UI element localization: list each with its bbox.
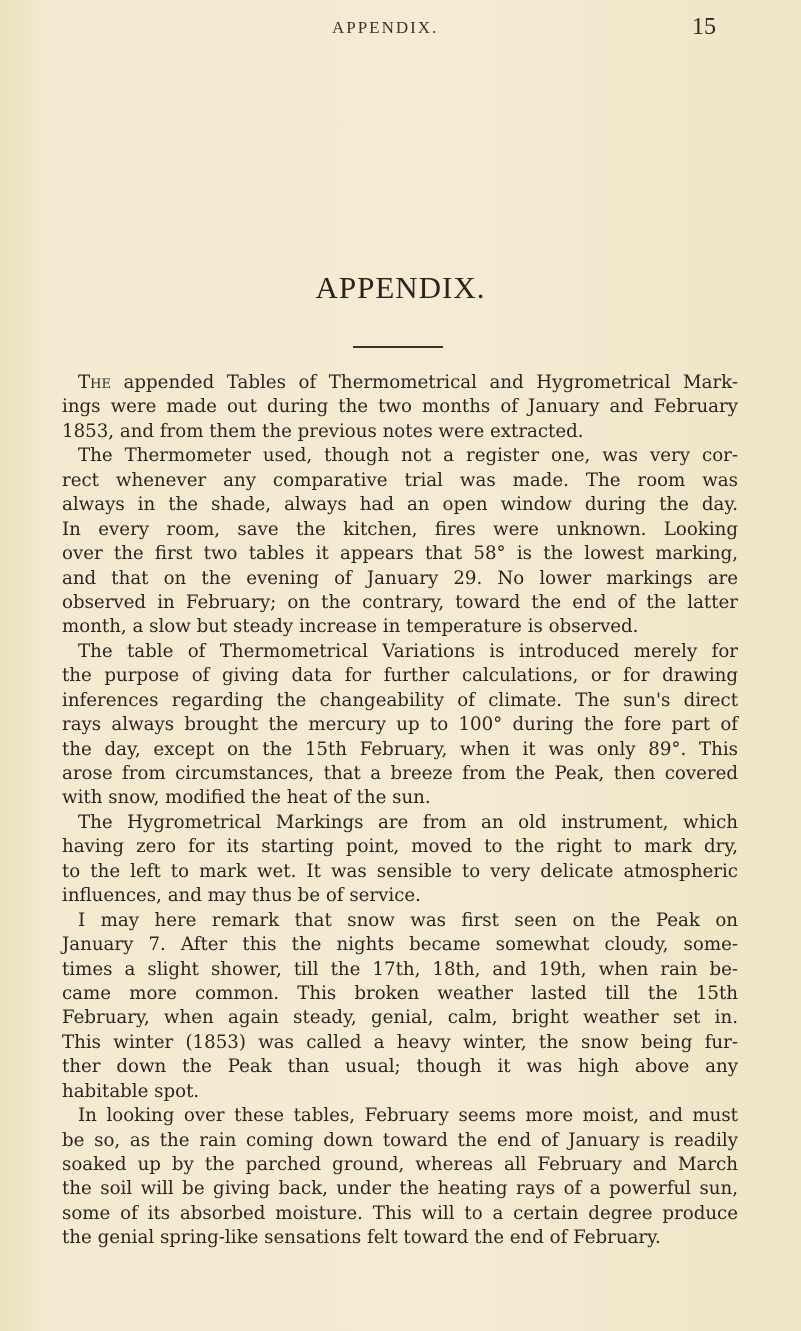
text-line: rays always brought the mercury up to 100° during the fore part of: [62, 714, 738, 736]
text-line: In looking over these tables, February seems more moist, and must: [78, 1105, 738, 1127]
text-line: came more common. This broken weather lasted till the 15th: [62, 982, 738, 1004]
text-line: always in the shade, always had an open window during the day.: [62, 494, 738, 516]
text-line: In every room, save the kitchen, fires were unknown. Looking: [62, 518, 738, 540]
text-line-content: appended Tables of Thermometrical and Hygrometrical Mark-: [110, 372, 738, 393]
text-line: having zero for its starting point, moved to the right to mark dry,: [62, 836, 738, 858]
text-line: soaked up by the parched ground, whereas all February and March: [62, 1154, 738, 1175]
text-line: February, when again steady, genial, calm, bright weather set in.: [62, 1007, 738, 1029]
text-line: be so, as the rain coming down toward the end of January is readily: [62, 1129, 738, 1151]
heading-rule: [353, 346, 443, 348]
text-line: I may here remark that snow was first seen on the Peak on: [78, 909, 738, 931]
text-line: This winter (1853) was called a heavy winter, the snow being fur-: [62, 1031, 738, 1053]
text-line: inferences regarding the changeability of climate. The sun's direct: [62, 689, 738, 711]
text-line: arose from circumstances, that a breeze from the Peak, then covered: [62, 763, 738, 784]
text-line: and that on the evening of January 29. No lower markings are: [62, 567, 738, 589]
text-line: to the left to mark wet. It was sensible to very delicate atmospheric: [62, 860, 738, 882]
text-line: 1853, and from them the previous notes were extracted.: [62, 420, 584, 442]
text-line: January 7. After this the nights became somewhat cloudy, some-: [62, 934, 738, 956]
text-line: the genial spring-like sensations felt toward the end of February.: [62, 1227, 661, 1249]
text-line: the day, except on the 15th February, when it was only 89°. This: [62, 738, 738, 760]
text-line: influences, and may thus be of service.: [62, 885, 421, 907]
text-line: The table of Thermometrical Variations is introduced merely for: [78, 640, 738, 662]
text-line: some of its absorbed moisture. This will to a certain degree produce: [62, 1202, 738, 1224]
paragraph-lead: The: [78, 372, 111, 393]
page-number: 15: [692, 14, 716, 40]
running-title: APPENDIX.: [332, 18, 439, 37]
text-line: [62, 371, 738, 395]
text-line: observed in February; on the contrary, toward the end of the latter: [62, 591, 738, 613]
text-line: The Hygrometrical Markings are from an old instrument, which: [78, 811, 738, 833]
text-line: the purpose of giving data for further calculations, or for drawing: [62, 665, 738, 687]
text-line: habitable spot.: [62, 1080, 200, 1102]
text-line: rect whenever any comparative trial was made. The room was: [62, 469, 738, 491]
body-text: [62, 371, 738, 1251]
text-line: ings were made out during the two months of January and February: [62, 396, 738, 418]
text-line: The Thermometer used, though not a register one, was very cor-: [78, 445, 738, 467]
text-line: the soil will be giving back, under the heating rays of a powerful sun,: [62, 1178, 738, 1200]
running-head: [0, 14, 801, 44]
text-line: over the first two tables it appears that 58° is the lowest marking,: [62, 543, 738, 565]
text-line: month, a slow but steady increase in temperature is observed.: [62, 616, 639, 638]
section-heading: APPENDIX.: [315, 270, 486, 305]
text-line: ther down the Peak than usual; though it was high above any: [62, 1056, 738, 1078]
text-line: with snow, modified the heat of the sun.: [62, 787, 431, 809]
text-line: times a slight shower, till the 17th, 18th, and 19th, when rain be-: [62, 958, 738, 980]
